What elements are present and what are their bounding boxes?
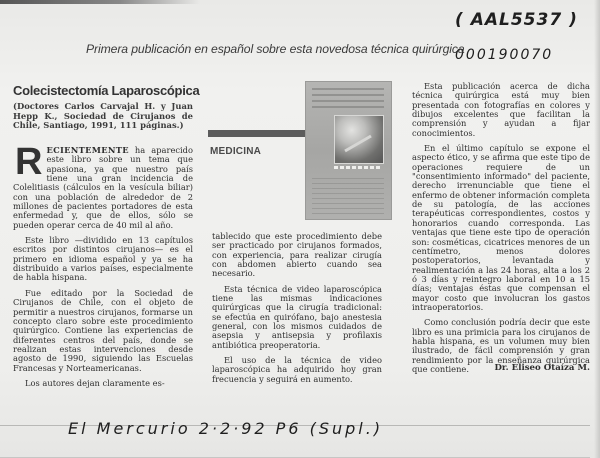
- article-kicker: Primera publicación en español sobre esta novedosa técnica quirúrgica: [86, 42, 465, 56]
- book-title-text: [312, 88, 384, 110]
- paragraph: Esta publicación acerca de dicha técnica quirúrgica está muy bien presentada con fotografías en colores y dibujos excelentes que facilitan la comprensión y ayudan a fijar conocimientos.: [412, 81, 590, 138]
- article-byline: (Doctores Carlos Carvajal H. y Juan Hepp K., Sociedad de Cirujanos de Chile, Santiago, 1991, 111 páginas.): [13, 101, 193, 131]
- scan-edge-right: [594, 0, 600, 458]
- paragraph: El uso de la técnica de video laparoscópica ha adquirido hoy gran frecuencia y seguirá en aumento.: [212, 355, 382, 384]
- article-column-3: [412, 82, 590, 374]
- section-bar: [208, 130, 305, 137]
- paragraph: Esta técnica de video laparoscópica tiene las mismas indicaciones quirúrgicas que la cirugía tradicional: se efectúa en quirófano, bajo anestesia general, con los mismos cuidados de asepsia y antisepsia y profilaxis antibiótica preoperatoria.: [212, 283, 382, 350]
- paragraph: En el último capítulo se expone el aspecto ético, y se afirma que este tipo de operaciones requiere de un "consentimiento informado" del paciente, derecho irrenunciable que tiene el enfermo de obtener información completa de su patología, de las acciones terapéuticas correspondientes, costos y honorarios cuando corresponda. Las ventajas que tiene este tipo de operación son: cosméticas, cicatrices menores de un centímetro, menos dolores postoperatorios, levantada y realimentación a las 24 horas, alta a los 2 ó 3 días y reintegro laboral en 10 a 15 días; ventajas éstas que compensan el mayor costo que involucran los gastos intraoperatorios.: [412, 143, 590, 312]
- paragraph: Como conclusión podría decir que este libro es una primicia para los cirujanos de habla hispana, es un volumen muy bien ilustrado, de fácil comprensión y gran rendimiento por la enseñanza quirúrgica que contiene.: [412, 317, 590, 374]
- book-cover-photo: [334, 115, 384, 164]
- archive-code-handwritten: ( AAL5537 ): [455, 10, 578, 30]
- surgical-instrument-graphic: [344, 135, 371, 153]
- article-headline: Colecistectomía Laparoscópica: [13, 83, 200, 98]
- article-column-1: [13, 141, 193, 388]
- lead-paragraph: [13, 141, 193, 230]
- book-footer-text: [312, 178, 384, 214]
- paragraph: Este libro —dividido en 13 capítulos escritos por distintos cirujanos— es el primero en idioma español y ya se ha distribuido a varios países, especialmente de habla hispana.: [13, 235, 193, 283]
- record-number-handwritten: 000190070: [455, 47, 554, 63]
- source-note-handwritten: El Mercurio 2·2·92 P6 (Supl.): [68, 419, 384, 438]
- paragraph: tablecido que este procedimiento debe ser practicado por cirujanos formados, con experiencia, para realizar cirugía con abdomen abierto cuando sea necesario.: [212, 231, 382, 279]
- lead-text: ha aparecido este libro sobre un tema que apasiona, ya que nuestro país tiene una gran incidencia de Colelitiasis (cálculos en la vesícula biliar) con una población de alrededor de 2 millones de pacientes portadores de esta enfermedad y, que de ellos, sólo se pueden operar cerca de 40 mil al año.: [13, 145, 193, 230]
- author-signature: Dr. Eliseo Otaíza M.: [494, 363, 590, 373]
- section-label: MEDICINA: [210, 146, 262, 157]
- paragraph: Fue editado por la Sociedad de Cirujanos de Chile, con el objeto de permitir a nuestros cirujanos, formarse un concepto claro sobre este procedimiento quirúrgico. Contiene las experiencias de diferentes centros del país, donde se realizan estas intervenciones desde agosto de 1990, siguiendo las Escuelas Francesas y Norteamericanas.: [13, 287, 193, 373]
- book-cover-image: [305, 81, 392, 220]
- paragraph: Los autores dejan claramente es-: [25, 377, 165, 388]
- lead-caps: ECIENTEMENTE: [46, 145, 129, 155]
- dropcap: R: [15, 141, 43, 183]
- scan-edge-top: [0, 0, 200, 4]
- article-column-2: [212, 232, 382, 384]
- book-subtitle-text: [334, 166, 382, 169]
